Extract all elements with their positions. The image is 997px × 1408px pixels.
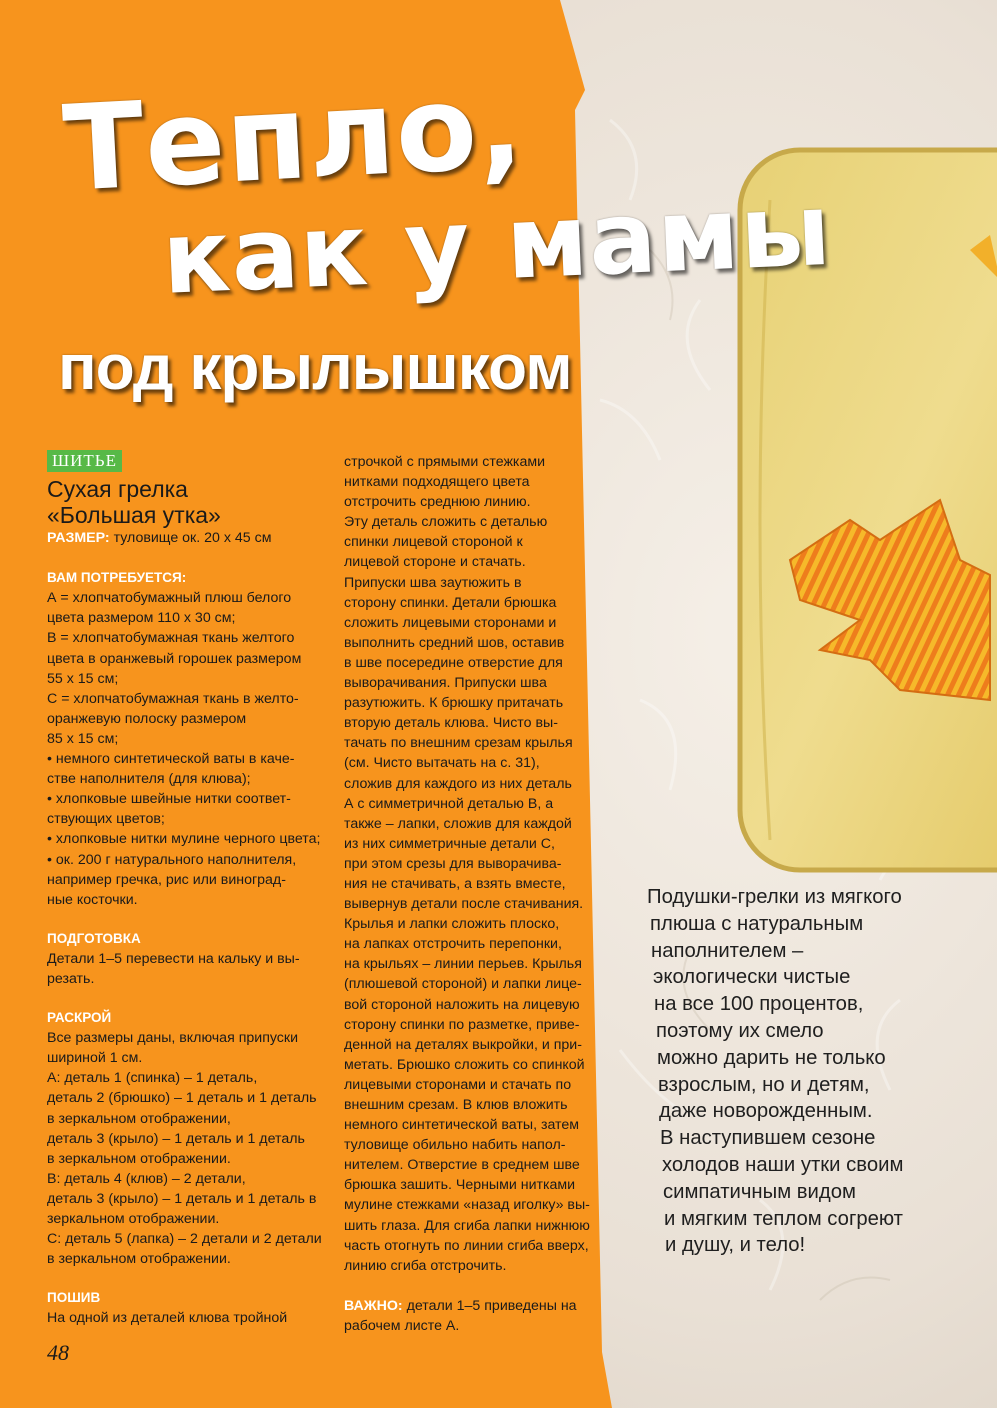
sewing-line: лицевыми сторонами и стачать по (344, 1076, 572, 1093)
caption-line: холодов наши утки своим (662, 1153, 904, 1176)
materials-line: • немного синтетической ваты в каче- (47, 751, 295, 768)
sewing-line: линию сгиба отстрочить. (344, 1257, 507, 1274)
materials-line: • хлопковые швейные нитки соответ- (47, 791, 291, 808)
caption-line: плюша с натуральным (650, 912, 864, 935)
caption-line: экологически чистые (653, 966, 851, 989)
sewing-line: в шве посередине отверстие для (344, 654, 563, 671)
sewing-line: из них симметричные детали С, (344, 835, 555, 852)
caption-line: взрослым, но и детям, (658, 1073, 870, 1096)
size-label: РАЗМЕР: (47, 530, 110, 547)
caption-line: симпатичным видом (663, 1180, 856, 1203)
materials-line: цвета в оранжевый горошек размером (47, 650, 302, 667)
sewing-line: немного синтетической ваты, затем (344, 1117, 580, 1134)
sewing-line: сложив для каждого из них деталь (344, 775, 572, 792)
preparation-line: резать. (47, 970, 95, 987)
sewing-line: туловище обильно набить напол- (344, 1137, 566, 1154)
materials-line: цвета размером 110 х 30 см; (47, 610, 236, 627)
cutting-line: Все размеры даны, включая припуски (47, 1030, 299, 1047)
important-note (344, 1296, 604, 1336)
sewing-line: метать. Брюшко сложить со спинкой (344, 1056, 585, 1073)
left-text-column (47, 450, 332, 1328)
cutting-line: в зеркальном отображении. (47, 1251, 231, 1268)
sewing-line: брюшка зашить. Черными нитками (344, 1177, 576, 1194)
project-title-line: «Большая утка» (47, 502, 221, 529)
project-title (47, 476, 332, 528)
sewing-line: (см. Чисто вытачать на с. 31), (344, 755, 540, 772)
cutting-line: деталь 3 (крыло) – 1 деталь и 1 деталь в (47, 1190, 317, 1207)
preparation-line: Детали 1–5 перевести на кальку и вы- (47, 950, 300, 967)
headline-line-1: Тепло, (60, 55, 527, 218)
cutting-line: в зеркальном отображении. (47, 1150, 231, 1167)
sewing-line: на лапках отстрочить перепонки, (344, 936, 562, 953)
section-tag: ШИТЬЕ (47, 450, 122, 472)
sewing-line: Припуски шва заутюжить в (344, 574, 522, 591)
sewing-line: выполнить средний шов, оставив (344, 634, 565, 651)
caption-line: можно дарить не только (657, 1046, 886, 1069)
materials-line: оранжевую полоску размером (47, 710, 247, 727)
materials-line: А = хлопчатобумажный плюш белого (47, 590, 292, 607)
cutting-line: деталь 2 (брюшко) – 1 деталь и 1 деталь (47, 1090, 317, 1107)
sewing-line: вторую деталь клюва. Чисто вы- (344, 715, 558, 732)
cutting-line: А: деталь 1 (спинка) – 1 деталь, (47, 1070, 258, 1087)
important-text: рабочем листе А. (344, 1317, 460, 1334)
sewing-line: также – лапки, сложив для каждой (344, 815, 572, 832)
sewing-line: вой стороной наложить на лицевую (344, 996, 580, 1013)
cutting-heading: РАСКРОЙ (47, 1010, 112, 1026)
cutting-line: С: деталь 5 (лапка) – 2 детали и 2 детали (47, 1231, 322, 1248)
preparation-heading: ПОДГОТОВКА (47, 930, 141, 946)
cutting-text (47, 1028, 332, 1269)
materials-line: • хлопковые нитки мулине черного цвета; (47, 831, 321, 848)
important-text: детали 1–5 приведены на (402, 1297, 577, 1314)
materials-line: ствующих цветов; (47, 811, 165, 828)
sewing-line: денной на деталях выкройки, и при- (344, 1036, 582, 1053)
sewing-line: сложить лицевыми сторонами и (344, 614, 557, 631)
important-label: ВАЖНО: (344, 1297, 403, 1314)
caption-line: и мягким теплом согреют (664, 1207, 903, 1230)
caption-line: Подушки-грелки из мягкого (647, 886, 902, 908)
sewing-line: Крылья и лапки сложить плоско, (344, 916, 560, 933)
cutting-line: в зеркальном отображении, (47, 1110, 231, 1127)
caption-line: даже новорожденным. (659, 1100, 873, 1123)
sewing-line: тачать по внешним срезам крылья (344, 735, 573, 752)
project-title-line: Сухая грелка (47, 476, 188, 503)
sewing-line: спинки лицевой стороной к (344, 534, 523, 551)
size-value: туловище ок. 20 х 45 см (109, 530, 272, 547)
middle-text-column (344, 452, 604, 1336)
sewing-line: строчкой с прямыми стежками (344, 454, 546, 470)
materials-line: 55 х 15 см; (47, 670, 119, 687)
sewing-line: внешним срезам. В клюв вложить (344, 1097, 568, 1113)
sewing-line: отстрочить среднюю линию. (344, 494, 531, 511)
materials-line: • ок. 200 г натурального наполнителя, (47, 851, 297, 868)
materials-list (47, 588, 332, 910)
cutting-line: шириной 1 см. (47, 1050, 143, 1067)
sewing-line: выворачивания. Припуски шва (344, 675, 547, 692)
sewing-line: часть отогнуть по линии сгиба вверх, (344, 1237, 589, 1254)
preparation-text (47, 949, 332, 989)
sewing-line: сторону спинки по разметке, приве- (344, 1016, 580, 1033)
sewing-line: ния не стачивать, а взять вместе, (344, 875, 566, 892)
size-line (47, 528, 332, 548)
page-number: 48 (47, 1340, 69, 1365)
sewing-line: вывернув детали после стачивания. (344, 896, 584, 913)
sewing-line: (плюшевой стороной) и лапки лице- (344, 976, 582, 993)
sewing-line: нителем. Отверстие в среднем шве (344, 1157, 580, 1174)
sewing-line: на крыльях – линии перьев. Крылья (344, 956, 582, 973)
caption-line: и душу, и тело! (665, 1234, 806, 1257)
sewing-line: А с симметричной деталью В, а (344, 795, 554, 812)
caption-line: наполнителем – (651, 939, 804, 962)
cutting-line: В: деталь 4 (клюв) – 2 детали, (47, 1170, 246, 1187)
materials-line: В = хлопчатобумажная ткань желтого (47, 630, 295, 647)
sewing-line: при этом срезы для выворачива- (344, 855, 562, 872)
materials-line: С = хлопчатобумажная ткань в желто- (47, 690, 299, 707)
sewing-heading: ПОШИВ (47, 1290, 101, 1306)
sewing-line: сторону спинки. Детали брюшка (344, 594, 557, 611)
headline-line-2: как у мамы (160, 170, 834, 317)
sewing-line: мулине стежками «назад иголку» вы- (344, 1197, 590, 1214)
sewing-line: нитками подходящего цвета (344, 474, 530, 491)
sewing-line: лицевой стороне и стачать. (344, 554, 526, 571)
cutting-line: зеркальном отображении. (47, 1211, 220, 1227)
sewing-line: Эту деталь сложить с деталью (344, 514, 548, 531)
cutting-line: деталь 3 (крыло) – 1 деталь и 1 деталь (47, 1130, 305, 1147)
materials-line: например гречка, рис или виноград- (47, 871, 286, 888)
sewing-line: На одной из деталей клюва тройной (47, 1310, 288, 1327)
materials-heading: ВАМ ПОТРЕБУЕТСЯ: (47, 570, 187, 586)
photo-caption (640, 884, 940, 1259)
materials-line: 85 х 15 см; (47, 730, 119, 747)
sewing-line: шить глаза. Для сгиба лапки нижнюю (344, 1217, 590, 1234)
headline-line-3: под крылышком (58, 331, 572, 403)
caption-line: поэтому их смело (656, 1019, 824, 1042)
materials-line: стве наполнителя (для клюва); (47, 771, 251, 788)
caption-line: В наступившем сезоне (660, 1127, 876, 1150)
materials-line: ные косточки. (47, 891, 138, 908)
sewing-line: разутюжить. К брюшку притачать (344, 695, 564, 712)
caption-line: на все 100 процентов, (654, 993, 864, 1016)
